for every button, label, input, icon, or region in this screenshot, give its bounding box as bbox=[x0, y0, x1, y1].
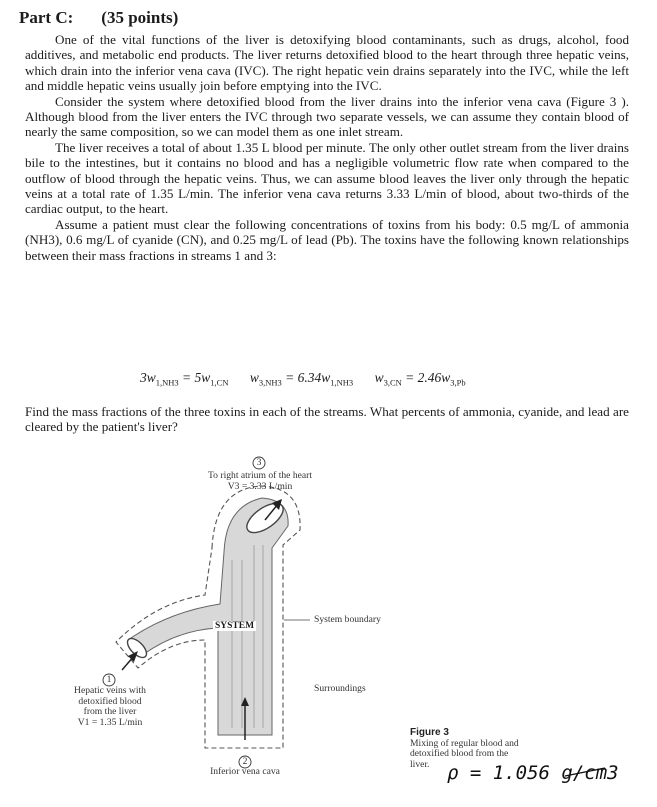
stream-1-number: 1 bbox=[106, 674, 112, 685]
figure-caption: Figure 3 Mixing of regular blood and detoxified blood from the liver. bbox=[410, 728, 560, 770]
question-paragraph: Find the mass fractions of the three toxins in each of the streams. What percents of ammonia, cyanide, and lead are cleared by the patient's liver? bbox=[25, 404, 629, 435]
handwritten-density-note: ρ = 1.056 g/cm3 bbox=[447, 762, 619, 784]
paragraph-3: The liver receives a total of about 1.35 L blood per minute. The only other outlet stream from the liver drains bile to the intestines, but it contains no blood and has a negligible volumetric flow rate when compared to the outflow of blood through the hepatic veins. Thus, we can assume blood leaves the liver only through the hepatic veins at a total rate of 1.35 L/min. The inferior vena cava returns 3.33 L/min of blood, about two-thirds of the cardiac output, to the heart. bbox=[25, 139, 629, 217]
equation-1: $3w_{1,NH3} = 5w_{1,CN}$ bbox=[140, 370, 229, 388]
stream-2-number: 2 bbox=[242, 756, 248, 767]
stream-2-label: Inferior vena cava bbox=[210, 766, 280, 777]
stream-1-label: Hepatic veins with detoxified blood from the liver V1 = 1.35 L/min bbox=[74, 685, 146, 728]
surroundings-label: Surroundings bbox=[314, 683, 366, 694]
stream-3-number: 3 bbox=[256, 457, 262, 468]
equation-2: $w_{3,NH3} = 6.34w_{1,NH3}$ bbox=[249, 370, 354, 388]
paragraph-4: Assume a patient must clear the following concentrations of toxins from his body: 0.5 mg/L of ammonia (NH3), 0.6 mg/L of cyanide (CN), and 0.25 mg/L of lead (Pb). The toxins have the following known relationships between their mass fractions in streams 1 and 3: bbox=[25, 216, 629, 263]
system-label: SYSTEM bbox=[215, 621, 255, 631]
paragraph-1: One of the vital functions of the liver is detoxifying blood contaminants, such as drugs, alcohol, food additives, and metabolic end products. The liver returns detoxified blood to the heart through three hepatic veins, which drain into the inferior vena cava (IVC). The right hepatic vein drains separately into the IVC, while the left and middle hepatic veins usually join before emptying into the IVC. bbox=[25, 32, 629, 94]
equation-3: $w_{3,CN} = 2.46w_{3,Pb}$ bbox=[374, 370, 466, 388]
paragraph-2: Consider the system where detoxified blood from the liver drains into the inferior vena cava (Figure 3 ). Although blood from the liver enters the IVC through two separate vessels, we can assume they contain blood of nearly the same composition, so we can model them as one inlet stream. bbox=[25, 93, 629, 140]
figure-caption-title: Figure 3 bbox=[410, 727, 449, 738]
system-boundary-label: System boundary bbox=[314, 614, 381, 625]
part-label: Part C: bbox=[19, 8, 74, 27]
stream-3-label: To right atrium of the heart V3 = 3.33 L/min bbox=[207, 470, 313, 492]
points-label: (35 points) bbox=[101, 8, 179, 27]
